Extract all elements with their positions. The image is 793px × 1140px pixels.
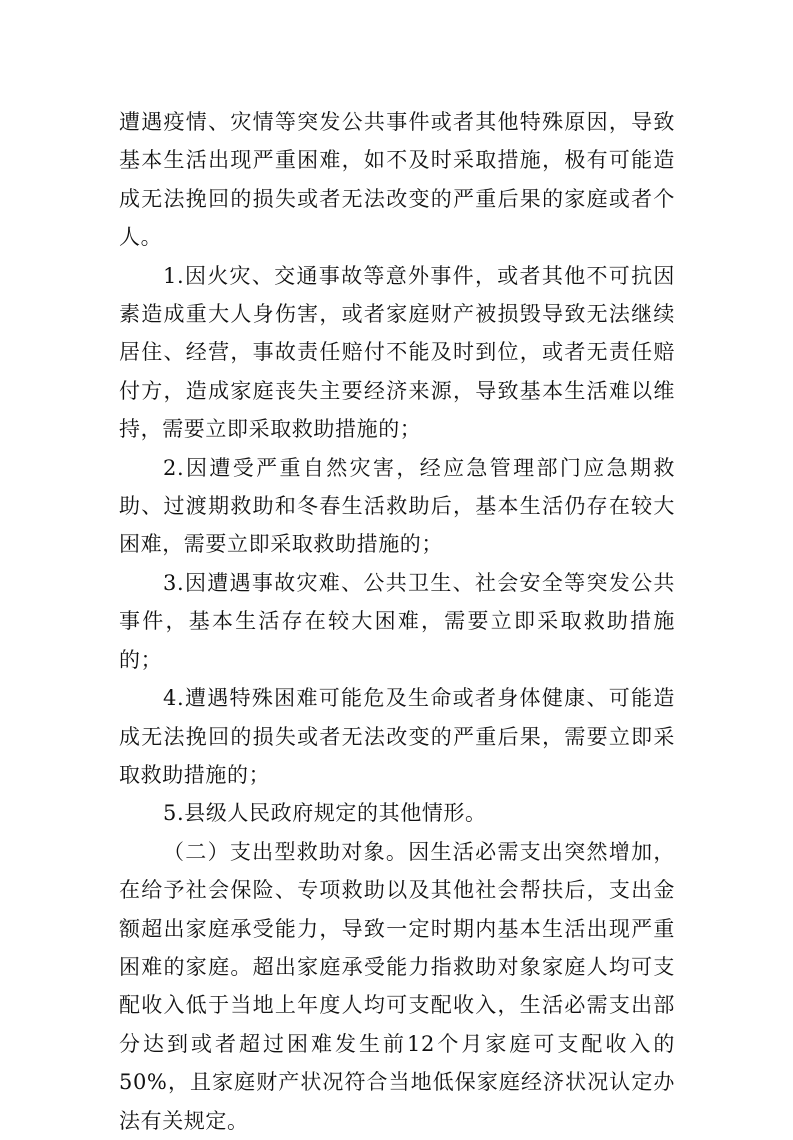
paragraph-continuation: 遭遇疫情、灾情等突发公共事件或者其他特殊原因，导致基本生活出现严重困难，如不及时采取措施，极有可能造成无法挽回的损失或者无法改变的严重后果的家庭或者个人。 bbox=[119, 110, 675, 250]
list-item-2: 2.因遭受严重自然灾害，经应急管理部门应急期救助、过渡期救助和冬春生活救助后，基本生活仍存在较大困难，需要立即采取救助措施的； bbox=[119, 455, 675, 557]
list-item-5: 5.县级人民政府规定的其他情形。 bbox=[163, 801, 487, 826]
list-item-3: 3.因遭遇事故灾难、公共卫生、社会安全等突发公共事件，基本生活存在较大困难，需要立即采取救助措施的； bbox=[119, 570, 675, 672]
document-body bbox=[119, 103, 675, 1140]
list-item-1: 1.因火灾、交通事故等意外事件，或者其他不可抗因素造成重大人身伤害，或者家庭财产被损毁导致无法继续居住、经营，事故责任赔付不能及时到位，或者无责任赔付方，造成家庭丧失主要经济来源，导致基本生活难以维持，需要立即采取救助措施的； bbox=[119, 263, 675, 442]
list-item-4: 4.遭遇特殊困难可能危及生命或者身体健康、可能造成无法挽回的损失或者无法改变的严重后果，需要立即采取救助措施的； bbox=[119, 686, 675, 787]
section-expenditure-type-paragraph: （二）支出型救助对象。因生活必需支出突然增加，在给予社会保险、专项救助以及其他社会帮扶后，支出金额超出家庭承受能力，导致一定时期内基本生活出现严重困难的家庭。超出家庭承受能力指救助对象家庭人均可支配收入低于当地上年度人均可支配收入，生活必需支出部分达到或者超过困难发生前12个月家庭可支配收入的50%，且家庭财产状况符合当地低保家庭经济状况认定办法有关规定。 bbox=[119, 839, 675, 1133]
